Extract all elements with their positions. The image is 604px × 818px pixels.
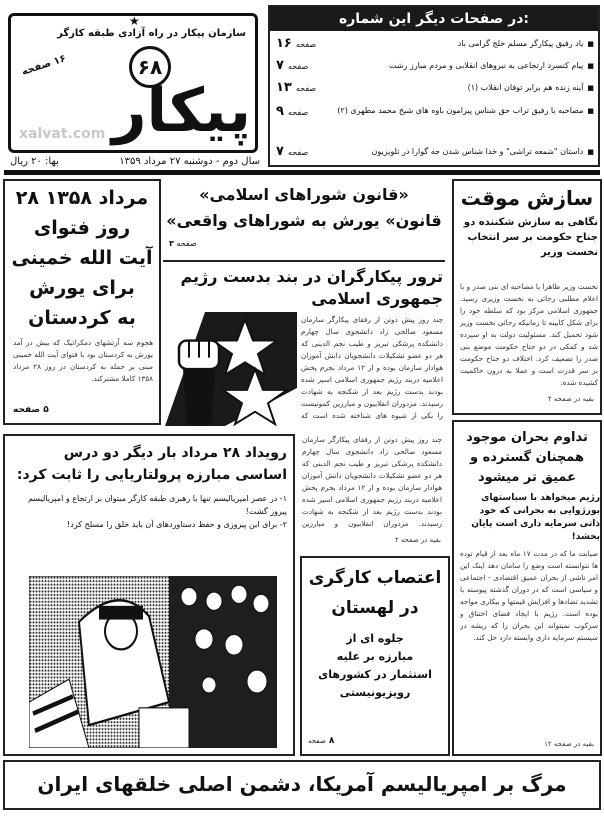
article-shoras[interactable]: [163, 179, 445, 262]
article-points: ۱- در عصر امپریالیسم تنها با رهبری طبقه کارگر میتوان بر ارتجاع و امپریالیسم پیروز گشت! ۲- برای این پیروزی و حفظ دستاوردهای آن باید خلق را مسلح کرد!: [27, 494, 287, 529]
article-subheadline: رژیم میخواهد با سیاستهای بورژوایی به بحرانی که خود ذاتی سرمایه داری است پایان بخشد!: [471, 493, 600, 542]
issue-number: ۶۸: [129, 46, 171, 88]
article-crisis[interactable]: [452, 420, 602, 756]
page-count: ۱۶ صفحه: [20, 53, 68, 78]
article-headline: «قانون شوراهای اسلامی»: [199, 185, 409, 204]
article-fatwa[interactable]: [3, 179, 161, 425]
article-headline: ۲۸ مرداد ۱۳۵۸ روز فتوای آیت الله خمینی برای یورش به کردستان: [11, 187, 153, 329]
article-body: صیابت ما که در مدت ۱۷ ماه بعد از قیام توده ها نتوانسته است وضع را سامان دهد اینک این امر ناشی از بحران عمیق اقتصادی - اجتماعی و سیاسی است که در دوران گذشته پیوسته با تشدید تضادها و افزایش قیمتها و بیکاری مواجه بوده است. رژیم با ایجاد فضای اختناق و سرکوب نمیتواند این بحران را که ریشه در سیستم سرمایه داری وابسته دارد حل کند.: [460, 549, 598, 642]
contents-item[interactable]: ■یاد رفیق پیکارگر مسلم خلج گرامی باد صفحه۱۶: [276, 36, 594, 51]
bottom-slogan-box: [3, 760, 601, 810]
article-headline: ترور پیکارگران در بند بدست رژیم جمهوری اسلامی: [180, 267, 443, 308]
page-reference: صفحه ۳: [169, 239, 197, 248]
divider-rule: [4, 170, 600, 175]
political-cartoon: [29, 576, 277, 748]
article-mordad-lessons[interactable]: [3, 434, 295, 756]
article-terror[interactable]: [163, 264, 445, 428]
price: بها: ۲۰ ریال: [10, 156, 59, 167]
article-headline: در لهستان: [331, 598, 419, 618]
continued-note[interactable]: بقیه در صفحه ۲: [547, 395, 594, 403]
article-headline: سازش موقت: [460, 186, 594, 210]
article-body-continued: چند روز پیش دوتن از رفقای پیکارگر سازمان مسعود صالحی زاد دانشجوی سال چهارم دانشکده پزشکی تبریز و طیب نجم الدینی که هر دو عضو تشکیلات دانشجویان دانش آموزان هوادار سازمان بوده و از ۱۲ مرداد بجرم پخش اعلامیه دربند رژیم جمهوری اسلامی اسیر شده بودند بدست رژیم بعد از شکنجه به شهادت رسیدند. مزدوران انقلابیون و مبارزین: [302, 435, 442, 528]
date-line: سال دوم - دوشنبه ۲۷ مرداد ۱۳۵۹: [119, 156, 260, 167]
article-body: نخست وزیر ظاهرا با مصاحبه ای بنی صدر و با اعلام مطلبی رجائی به نخست وزیری رسید. جمهوری اسلامی مرکز بود که سلطه خود را برای شکل کابینه تا زمانیکه رجائی نخست وزیر شود تحمیل کند. مسئولیت دولت به او سپرده شد و کمکی در دو جناح حکومت موضع بنی صدر را تضعیف کرد. اختلاف دو جناح حکومت بر سر قدرت است و عملا به درون حاکمیت کشیده شده.: [460, 282, 598, 387]
article-subheadline: نگاهی به سازش شکننده دو جناح حکومت بر سر انتخاب نخست وزیر: [463, 217, 598, 258]
article-headline: رویداد ۲۸ مرداد بار دیگر دو درس اساسی مبارزه پرولتاریایی را ثابت کرد:: [16, 445, 287, 483]
square-bullet-icon: ■: [587, 40, 594, 48]
watermark: xalvat.com: [19, 126, 106, 142]
article-poland-strike[interactable]: [300, 556, 450, 756]
square-bullet-icon: ■: [587, 107, 594, 115]
square-bullet-icon: ■: [587, 62, 594, 70]
article-subheadline: جلوه ای از مبارزه بر علیه استثمار در کشورهای رویزیونیستی: [318, 632, 432, 699]
article-body: هجوم سه آرتشهای دمکراتیک که بیش در آمد یورش به کردستان بود با فتوای آیت الله خمینی مبنی بر حمله به کردستان در روز ۲۸ مرداد ۱۳۵۸ کاملا مشترکند.: [13, 338, 153, 383]
article-headline: «قانون» یورش به شوراهای واقعی: [166, 211, 442, 230]
contents-item[interactable]: ■آینه زنده هم برابر توفان انقلاب (۱) صفحه۱۳: [276, 80, 594, 95]
contents-item[interactable]: ■مصاحبه با رفیق تراب حق شناس پیرامون باوه های شیخ محمد مطهری (۲) صفحه۹: [276, 104, 594, 119]
square-bullet-icon: ■: [587, 84, 594, 92]
contents-item[interactable]: ■داستان "شمعه تراشی" و خدا شناس شدن جه گوارا در تلویزیون صفحه۷: [276, 144, 594, 159]
contents-box: [268, 5, 600, 167]
article-headline: اعتصاب کارگری: [308, 568, 442, 588]
newspaper-logo: پیکار: [112, 76, 251, 146]
continued-note[interactable]: بقیه در صفحه ۱۲: [544, 740, 594, 748]
slogan: مرگ بر امپریالیسم آمریکا، دشمن اصلی خلقهای ایران: [37, 772, 567, 796]
page-reference: ۵ صفحه: [13, 405, 49, 415]
fist-and-stars-illustration: [165, 312, 297, 426]
masthead: [8, 13, 258, 153]
continued-note[interactable]: بقیه در صفحه ۲: [394, 536, 441, 544]
contents-item[interactable]: ■پیام کنسرد ارتجاعی به نیروهای انقلابی و مردم مبارز رشت صفحه۷: [276, 58, 594, 73]
podium: [139, 708, 189, 748]
contents-title: در صفحات دیگر این شماره:: [270, 7, 598, 31]
article-body: چند روز پیش دوتن از رفقای پیکارگر سازمان مسعود صالحی زاد دانشجوی سال چهارم دانشکده پزشکی تبریز و طیب نجم الدینی که هر دو عضو تشکیلات دانشجویان دانش آموزان هوادار سازمان بوده و از ۱۲ مرداد بجرم پخش اعلامیه دربند رژیم جمهوری اسلامی اسیر شده بودند بدست رژیم بعد از شکنجه به شهادت رسیدند. مزدوران انقلابیون و مبارزین کمونیست را یکی از شیوه های شناخته شده است که: [301, 315, 443, 420]
article-terror-continued: [300, 430, 445, 554]
square-bullet-icon: ■: [587, 148, 594, 156]
article-cabinet[interactable]: [452, 179, 602, 415]
article-headline: تداوم بحران موجود همچنان گسترده و عمیق تر میشود: [466, 430, 588, 485]
star-icon: ★: [129, 14, 140, 28]
page-reference: ۸ صفحه: [308, 736, 335, 746]
organization-name: سازمان پیکار در راه آزادی طبقه کارگر: [57, 28, 246, 39]
